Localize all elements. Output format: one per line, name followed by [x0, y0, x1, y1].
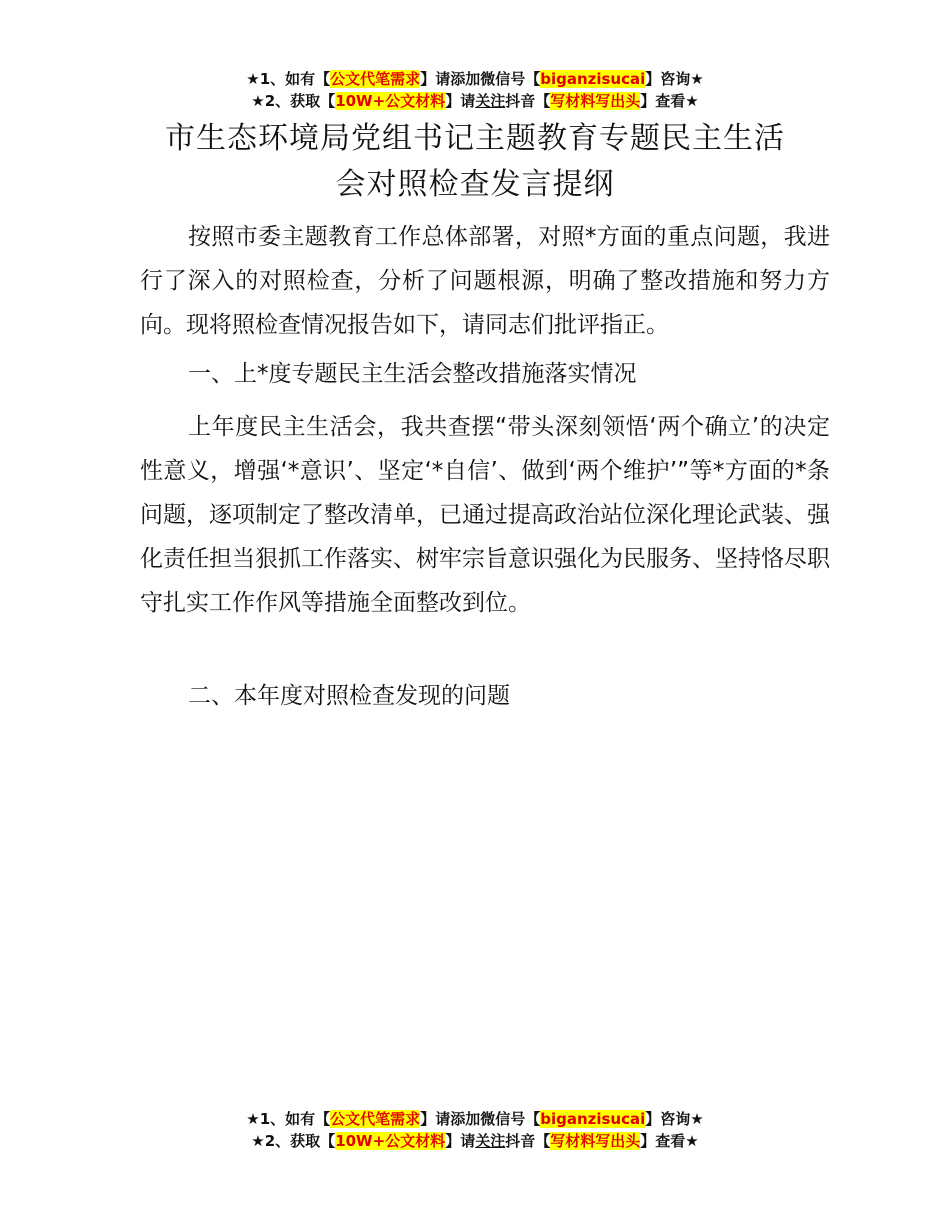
paragraph-section-1: 上年度民主生活会，我共查摆“带头深刻领悟‘两个确立’的决定性意义，增强‘*意识’、坚定‘*自信’、做到‘两个维护’”等*方面的*条问题，逐项制定了整改清单，已通过提高政治站位深化理论武装、强化责任担当狠抓工作落实、树牢宗旨意识强化为民服务、坚持恪尽职守扎实工作作风等措施全面整改到位。	[140, 414, 830, 616]
title-line-2: 会对照检查发言提纲	[335, 167, 615, 202]
banner-underlined: 关注	[475, 1132, 506, 1150]
banner-text: 】请	[445, 92, 476, 110]
banner-underlined: 关注	[475, 92, 506, 110]
banner-wechat-id: biganzisucai	[540, 1110, 646, 1128]
paragraph-intro: 按照市委主题教育工作总体部署，对照*方面的重点问题，我进行了深入的对照检查，分析了问题根源，明确了整改措施和努力方向。现将照检查情况报告如下，请同志们批评指正。	[140, 224, 830, 338]
banner-text: 】请	[445, 1132, 476, 1150]
header-banner	[0, 68, 950, 112]
banner-text: 】查看★	[640, 1132, 699, 1150]
banner-highlight: 写材料写出头	[550, 92, 641, 110]
banner-line-1	[0, 1108, 950, 1130]
banner-highlight: 10W+公文材料	[335, 1132, 446, 1150]
banner-line-2	[0, 1130, 950, 1152]
banner-wechat-id: biganzisucai	[540, 70, 646, 88]
banner-highlight: 公文代笔需求	[330, 70, 421, 88]
banner-text: 抖音【	[505, 1132, 551, 1150]
section-heading-1: 一、上*度专题民主生活会整改措施落实情况	[188, 361, 637, 387]
banner-highlight: 写材料写出头	[550, 1132, 641, 1150]
banner-text: ★2、获取【	[251, 1132, 336, 1150]
footer-banner	[0, 1108, 950, 1152]
banner-line-1	[0, 68, 950, 90]
banner-text: 】查看★	[640, 92, 699, 110]
document-title	[0, 116, 950, 208]
banner-line-2	[0, 90, 950, 112]
banner-text: ★1、如有【	[246, 1110, 331, 1128]
banner-highlight: 公文代笔需求	[330, 1110, 421, 1128]
section-heading-2: 二、本年度对照检查发现的问题	[188, 683, 510, 709]
banner-text: 抖音【	[505, 92, 551, 110]
banner-highlight: 10W+公文材料	[335, 92, 446, 110]
title-line-1: 市生态环境局党组书记主题教育专题民主生活	[165, 121, 785, 156]
banner-text: ★1、如有【	[246, 70, 331, 88]
banner-text: 】请添加微信号【	[420, 70, 541, 88]
banner-text: 】咨询★	[645, 1110, 704, 1128]
banner-text: 】咨询★	[645, 70, 704, 88]
banner-text: 】请添加微信号【	[420, 1110, 541, 1128]
banner-text: ★2、获取【	[251, 92, 336, 110]
